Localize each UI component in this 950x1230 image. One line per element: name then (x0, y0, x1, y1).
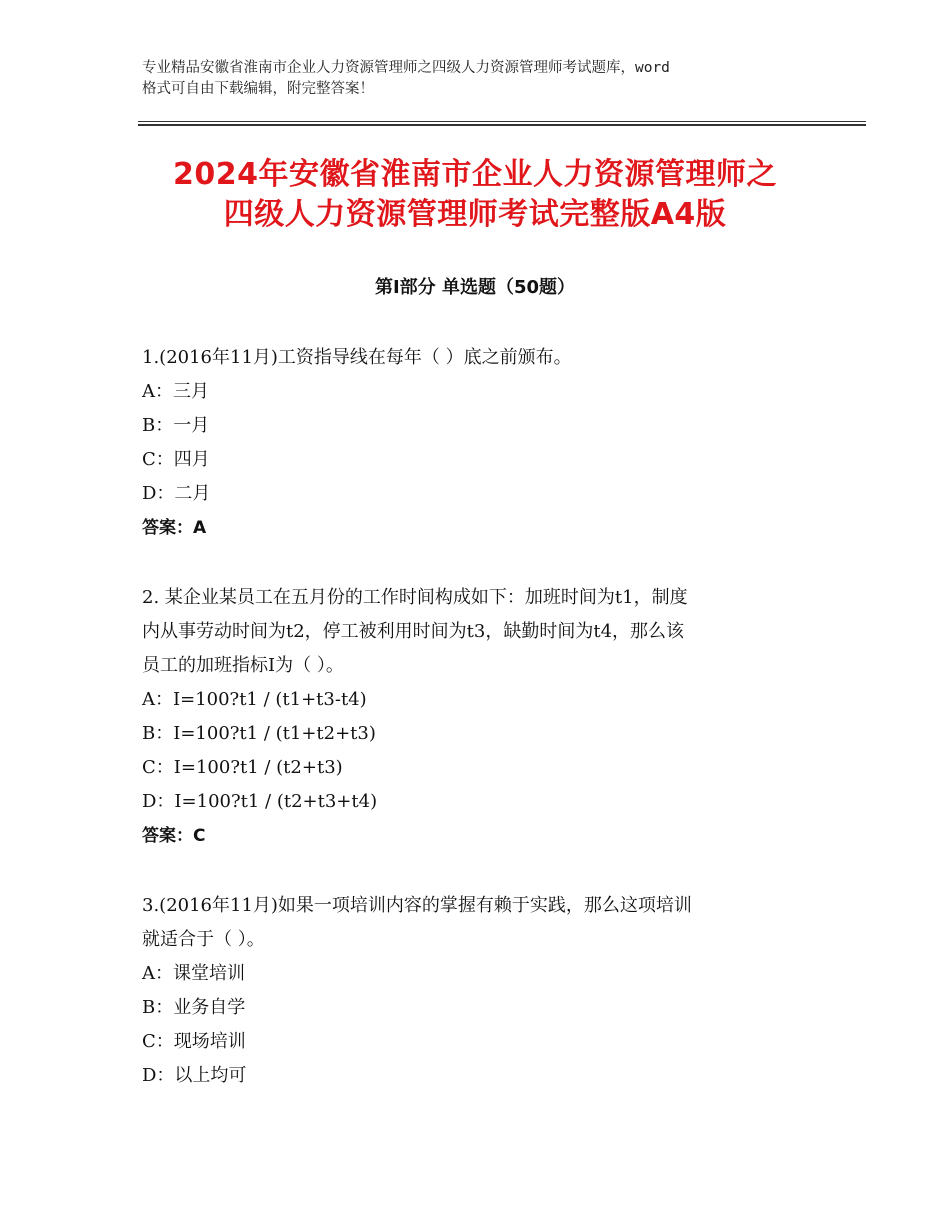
option-d: D：二月 (142, 483, 211, 504)
header-divider-thick (138, 124, 866, 126)
option-a: A：I=100?t1 / (t1+t3-t4) (142, 689, 367, 710)
question-2 (142, 581, 814, 853)
option-b: B：I=100?t1 / (t1+t2+t3) (142, 723, 376, 744)
header-note (142, 58, 822, 100)
section-title: 第Ⅰ部分 单选题（50题） (374, 277, 575, 298)
answer: 答案：A (142, 518, 207, 538)
question-3 (142, 889, 814, 1093)
option-b: B：业务自学 (142, 997, 246, 1018)
header-divider-thin (138, 121, 866, 122)
option-d: D：以上均可 (142, 1065, 247, 1086)
header-note-line-2: 格式可自由下载编辑，附完整答案！ (142, 81, 374, 97)
option-c: C：I=100?t1 / (t2+t3) (142, 757, 343, 778)
option-a: A：课堂培训 (142, 963, 245, 984)
question-stem-line-1: 2. 某企业某员工在五月份的工作时间构成如下：加班时间为t1，制度 (142, 587, 688, 608)
document-title-line-2: 四级人力资源管理师考试完整版A4版 (223, 197, 727, 232)
document-title-line-1: 2024年安徽省淮南市企业人力资源管理师之 (173, 157, 777, 192)
question-stem-line-3: 员工的加班指标Ⅰ为（ ）。 (142, 655, 344, 676)
option-d: D：I=100?t1 / (t2+t3+t4) (142, 791, 378, 812)
question-1 (142, 341, 814, 545)
header-note-line-1: 专业精品安徽省淮南市企业人力资源管理师之四级人力资源管理师考试题库，word (142, 60, 670, 76)
question-stem: 1.(2016年11月)工资指导线在每年（ ）底之前颁布。 (142, 347, 572, 368)
option-c: C：现场培训 (142, 1031, 246, 1052)
option-a: A：三月 (142, 381, 209, 402)
answer: 答案：C (142, 826, 206, 846)
question-stem-line-1: 3.(2016年11月)如果一项培训内容的掌握有赖于实践，那么这项培训 (142, 895, 692, 916)
question-stem-line-2: 就适合于（ ）。 (142, 929, 265, 950)
document-title (100, 155, 850, 235)
question-stem-line-2: 内从事劳动时间为t2，停工被利用时间为t3，缺勤时间为t4，那么该 (142, 621, 685, 642)
option-c: C：四月 (142, 449, 210, 470)
option-b: B：一月 (142, 415, 210, 436)
